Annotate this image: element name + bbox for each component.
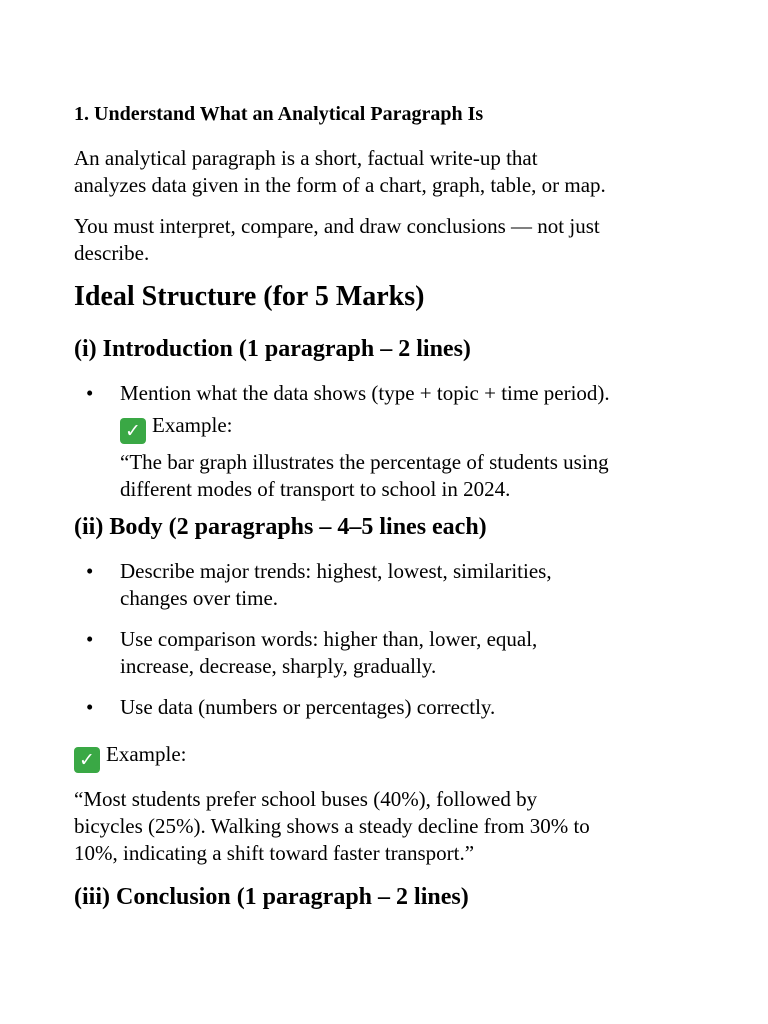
body-bullet-2-line-2: increase, decrease, sharply, gradually. (120, 654, 437, 678)
body-bullet-trends (74, 558, 714, 612)
body-bullet-data (74, 694, 714, 721)
check-mark-icon: ✓ (74, 747, 100, 773)
body-example-label: Example: (106, 742, 187, 766)
bullet-marker: • (86, 381, 94, 405)
introduction-example-label-row (120, 412, 714, 444)
bullet-marker: • (86, 559, 94, 583)
body-bullet-1-line-1: Describe major trends: highest, lowest, similarities, (120, 559, 552, 583)
introduction-example-line-1: “The bar graph illustrates the percentage of students using (120, 450, 609, 474)
ideal-structure-heading: Ideal Structure (for 5 Marks) (74, 281, 425, 312)
introduction-example-label: Example: (152, 413, 233, 437)
body-example-label-row (74, 741, 734, 773)
definition-line-1: An analytical paragraph is a short, factual write-up that (74, 146, 538, 170)
body-heading: (ii) Body (2 paragraphs – 4–5 lines each) (74, 514, 487, 540)
introduction-example-line-2: different modes of transport to school in 2024. (120, 477, 511, 501)
definition-paragraph (74, 145, 734, 199)
section-heading-understand: 1. Understand What an Analytical Paragraph Is (74, 103, 484, 125)
introduction-heading: (i) Introduction (1 paragraph – 2 lines) (74, 336, 471, 362)
definition-line-2: analyzes data given in the form of a chart, graph, table, or map. (74, 173, 606, 197)
instruction-paragraph (74, 213, 734, 267)
body-bullet-1-line-2: changes over time. (120, 586, 279, 610)
body-bullet-2-line-1: Use comparison words: higher than, lower, equal, (120, 627, 538, 651)
check-mark-icon: ✓ (120, 418, 146, 444)
bullet-marker: • (86, 627, 94, 651)
body-quote-line-2: bicycles (25%). Walking shows a steady decline from 30% to (74, 814, 590, 838)
body-bullet-comparison (74, 626, 714, 680)
bullet-marker: • (86, 695, 94, 719)
introduction-bullet-text: Mention what the data shows (type + topic + time period). (120, 381, 610, 405)
body-quote-line-3: 10%, indicating a shift toward faster transport.” (74, 841, 475, 865)
introduction-bullet (74, 380, 714, 503)
instruction-line-1: You must interpret, compare, and draw conclusions — not just (74, 214, 600, 238)
instruction-line-2: describe. (74, 241, 150, 265)
body-bullet-3-line-1: Use data (numbers or percentages) correctly. (120, 695, 496, 719)
body-example-quote (74, 786, 734, 867)
conclusion-heading: (iii) Conclusion (1 paragraph – 2 lines) (74, 884, 469, 910)
body-quote-line-1: “Most students prefer school buses (40%), followed by (74, 787, 538, 811)
